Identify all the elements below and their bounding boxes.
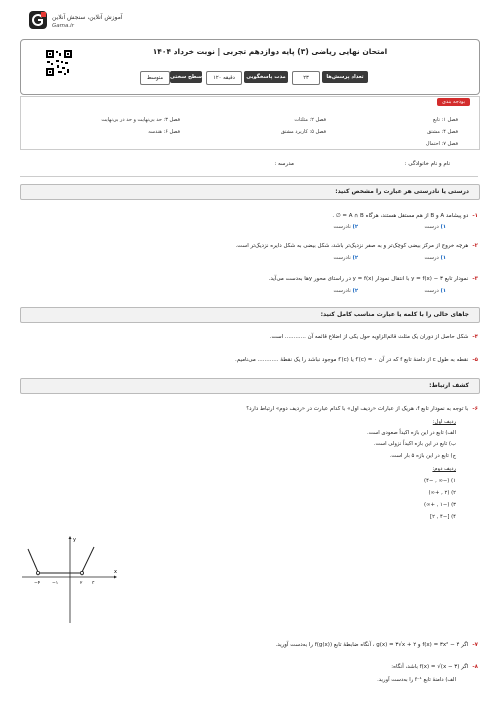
right-branch	[82, 547, 94, 572]
chip-duration-value: ۱۲۰ دقیقه	[206, 71, 242, 85]
q1-option-true[interactable]	[425, 224, 446, 230]
q2-option-false[interactable]	[334, 255, 358, 261]
brand-name: آموزش آنلاین، سنجش آنلاین	[52, 14, 123, 21]
school-label: مدرسه :	[274, 161, 294, 167]
question-4	[38, 334, 478, 340]
question-number: ۶-	[472, 406, 478, 412]
question-text: نقطه به طول c از دامنهٔ تابع f که در آن f′(c) = ۰ یا f′(c) موجود نباشد را یک نقطهٔ ............ می‌نامیم.	[235, 357, 469, 363]
chip-difficulty-label: سطح سختی	[170, 71, 202, 83]
row1-item-b: ب) تابع در این بازه اکیداً نزولی است.	[373, 441, 456, 447]
row1-item-a: الف) تابع در این بازه اکیداً صعودی است.	[366, 430, 456, 436]
tick-label: ۲	[80, 581, 83, 586]
q3-option-false[interactable]	[334, 288, 358, 294]
tick-label: −۱	[52, 581, 59, 586]
question-text: شکل حاصل از دوران یک مثلث قائم‌الزاویه حول یکی از اضلاع قائمه آن ............ است.	[269, 334, 469, 340]
x-axis-arrow-icon	[114, 576, 117, 579]
tick-label: ۳	[92, 581, 95, 586]
exam-chips	[140, 71, 368, 85]
gama-logo-icon	[28, 10, 48, 30]
question-2	[38, 243, 478, 249]
chapter-2: فصل ۲: مثلثات	[294, 117, 326, 123]
chapter-5: فصل ۵: کاربرد مشتق	[280, 129, 326, 135]
row1-item-c: ج) تابع در این بازه ۵ بار است.	[389, 453, 456, 459]
option-number: ۱)	[440, 255, 446, 261]
qr-code-icon	[46, 50, 72, 76]
y-axis-label: y	[73, 537, 76, 543]
option-number: ۲)	[352, 288, 358, 294]
x-axis-label: x	[114, 569, 117, 575]
divider	[20, 176, 478, 177]
question-number: ۸-	[472, 664, 478, 670]
question-5	[38, 357, 478, 363]
question-6	[38, 406, 478, 412]
section-true-false	[20, 184, 480, 200]
chapter-7: فصل ۷: احتمال	[425, 141, 458, 147]
option-label: درست	[424, 224, 439, 230]
question-8-part-a: الف) دامنهٔ تابع f⁻¹ را به‌دست آورید.	[377, 677, 456, 683]
question-1	[38, 213, 478, 219]
option-number: ۱)	[440, 288, 446, 294]
row2-item-4: ۴) [−۴ , ۲]	[430, 514, 456, 520]
question-number: ۳-	[472, 276, 478, 282]
section-title: درستی یا نادرستی هر عبارت را مشخص کنید:	[335, 188, 469, 195]
section-title: کشف ارتباط:	[429, 382, 469, 389]
question-number: ۱-	[472, 213, 478, 219]
chip-question-count-value: ۲۳	[292, 71, 320, 85]
section-matching	[20, 378, 480, 394]
question-7	[38, 642, 478, 648]
question-text: اگر f(x) = √(x − ۳) باشد، آنگاه:	[391, 664, 469, 670]
budget-badge: بودجه بندی	[437, 98, 470, 106]
student-name-label: نام و نام خانوادگی :	[404, 161, 450, 167]
question-number: ۷-	[472, 642, 478, 648]
question-text: دو پیشامد A و B از هم مستقل هستند، هرگاه A ∩ B = ∅ .	[332, 213, 469, 219]
exam-title: امتحان نهایی ریاضی (۳) پایه دوازدهم تجربی | نوبت خرداد ۱۴۰۴	[152, 47, 388, 56]
question-text: هرچه خروج از مرکز بیضی کوچک‌تر و به صفر نزدیک‌تر باشد، شکل بیضی به شکل دایره نزدیک‌تر است.	[235, 243, 469, 249]
section-title: جاهای خالی را با کلمه یا عبارت مناسب کامل کنید:	[320, 311, 469, 318]
chapter-1: فصل ۱: تابع	[432, 117, 458, 123]
question-text: اگر f(x) = ۳x² − ۴ و g(x) = ۳√x + ۲ ، آنگاه ضابطهٔ تابع f(g(x)) را به‌دست آورید.	[275, 642, 469, 648]
brand	[28, 10, 168, 38]
q1-option-false[interactable]	[334, 224, 358, 230]
question-3	[38, 276, 478, 282]
question-number: ۲-	[472, 243, 478, 249]
y-axis-arrow-icon	[69, 536, 72, 539]
chapter-4: فصل ۴: مشتق	[427, 129, 458, 135]
question-text: نمودار تابع y = f(x) − ۳ با انتقال نمودار y = f(x) در راستای محور yها به‌دست می‌آید.	[268, 276, 469, 282]
option-label: درست	[424, 255, 439, 261]
tick-label: −۴	[34, 581, 41, 586]
function-graph	[18, 535, 118, 625]
row1-title: ردیف اول:	[432, 419, 456, 425]
option-label: درست	[424, 288, 439, 294]
row2-item-3: ۳) (−۱ , +∞)	[424, 502, 456, 508]
row2-item-2: ۲) (۲ , +∞)	[428, 490, 456, 496]
chip-duration-label: مدت پاسخگویی	[244, 71, 288, 83]
q3-option-true[interactable]	[425, 288, 446, 294]
question-number: ۴-	[472, 334, 478, 340]
question-8	[38, 664, 478, 670]
row2-title: ردیف دوم:	[432, 466, 456, 472]
question-number: ۵-	[472, 357, 478, 363]
option-number: ۲)	[352, 255, 358, 261]
chip-question-count-label: تعداد پرسش‌ها	[322, 71, 368, 83]
option-label: نادرست	[333, 224, 351, 230]
question-text: با توجه به نمودار تابع f، هریک از عبارات «ردیف اول» با کدام عبارت در «ردیف دوم» ارتباط دارد؟	[246, 406, 469, 412]
brand-site: Gama.ir	[52, 23, 74, 29]
q2-option-true[interactable]	[425, 255, 446, 261]
option-label: نادرست	[333, 288, 351, 294]
section-fill-blank	[20, 307, 480, 323]
chapter-6: فصل ۶: هندسه	[148, 129, 180, 135]
row2-item-1: ۱) (−∞ , −۴)	[424, 478, 456, 484]
chapters-box	[20, 96, 480, 150]
chip-difficulty-value: متوسط	[140, 71, 170, 85]
chapter-3: فصل ۳: حد بی‌نهایت و حد در بی‌نهایت	[101, 117, 180, 123]
left-branch	[28, 549, 38, 572]
option-number: ۲)	[352, 224, 358, 230]
option-label: نادرست	[333, 255, 351, 261]
option-number: ۱)	[440, 224, 446, 230]
